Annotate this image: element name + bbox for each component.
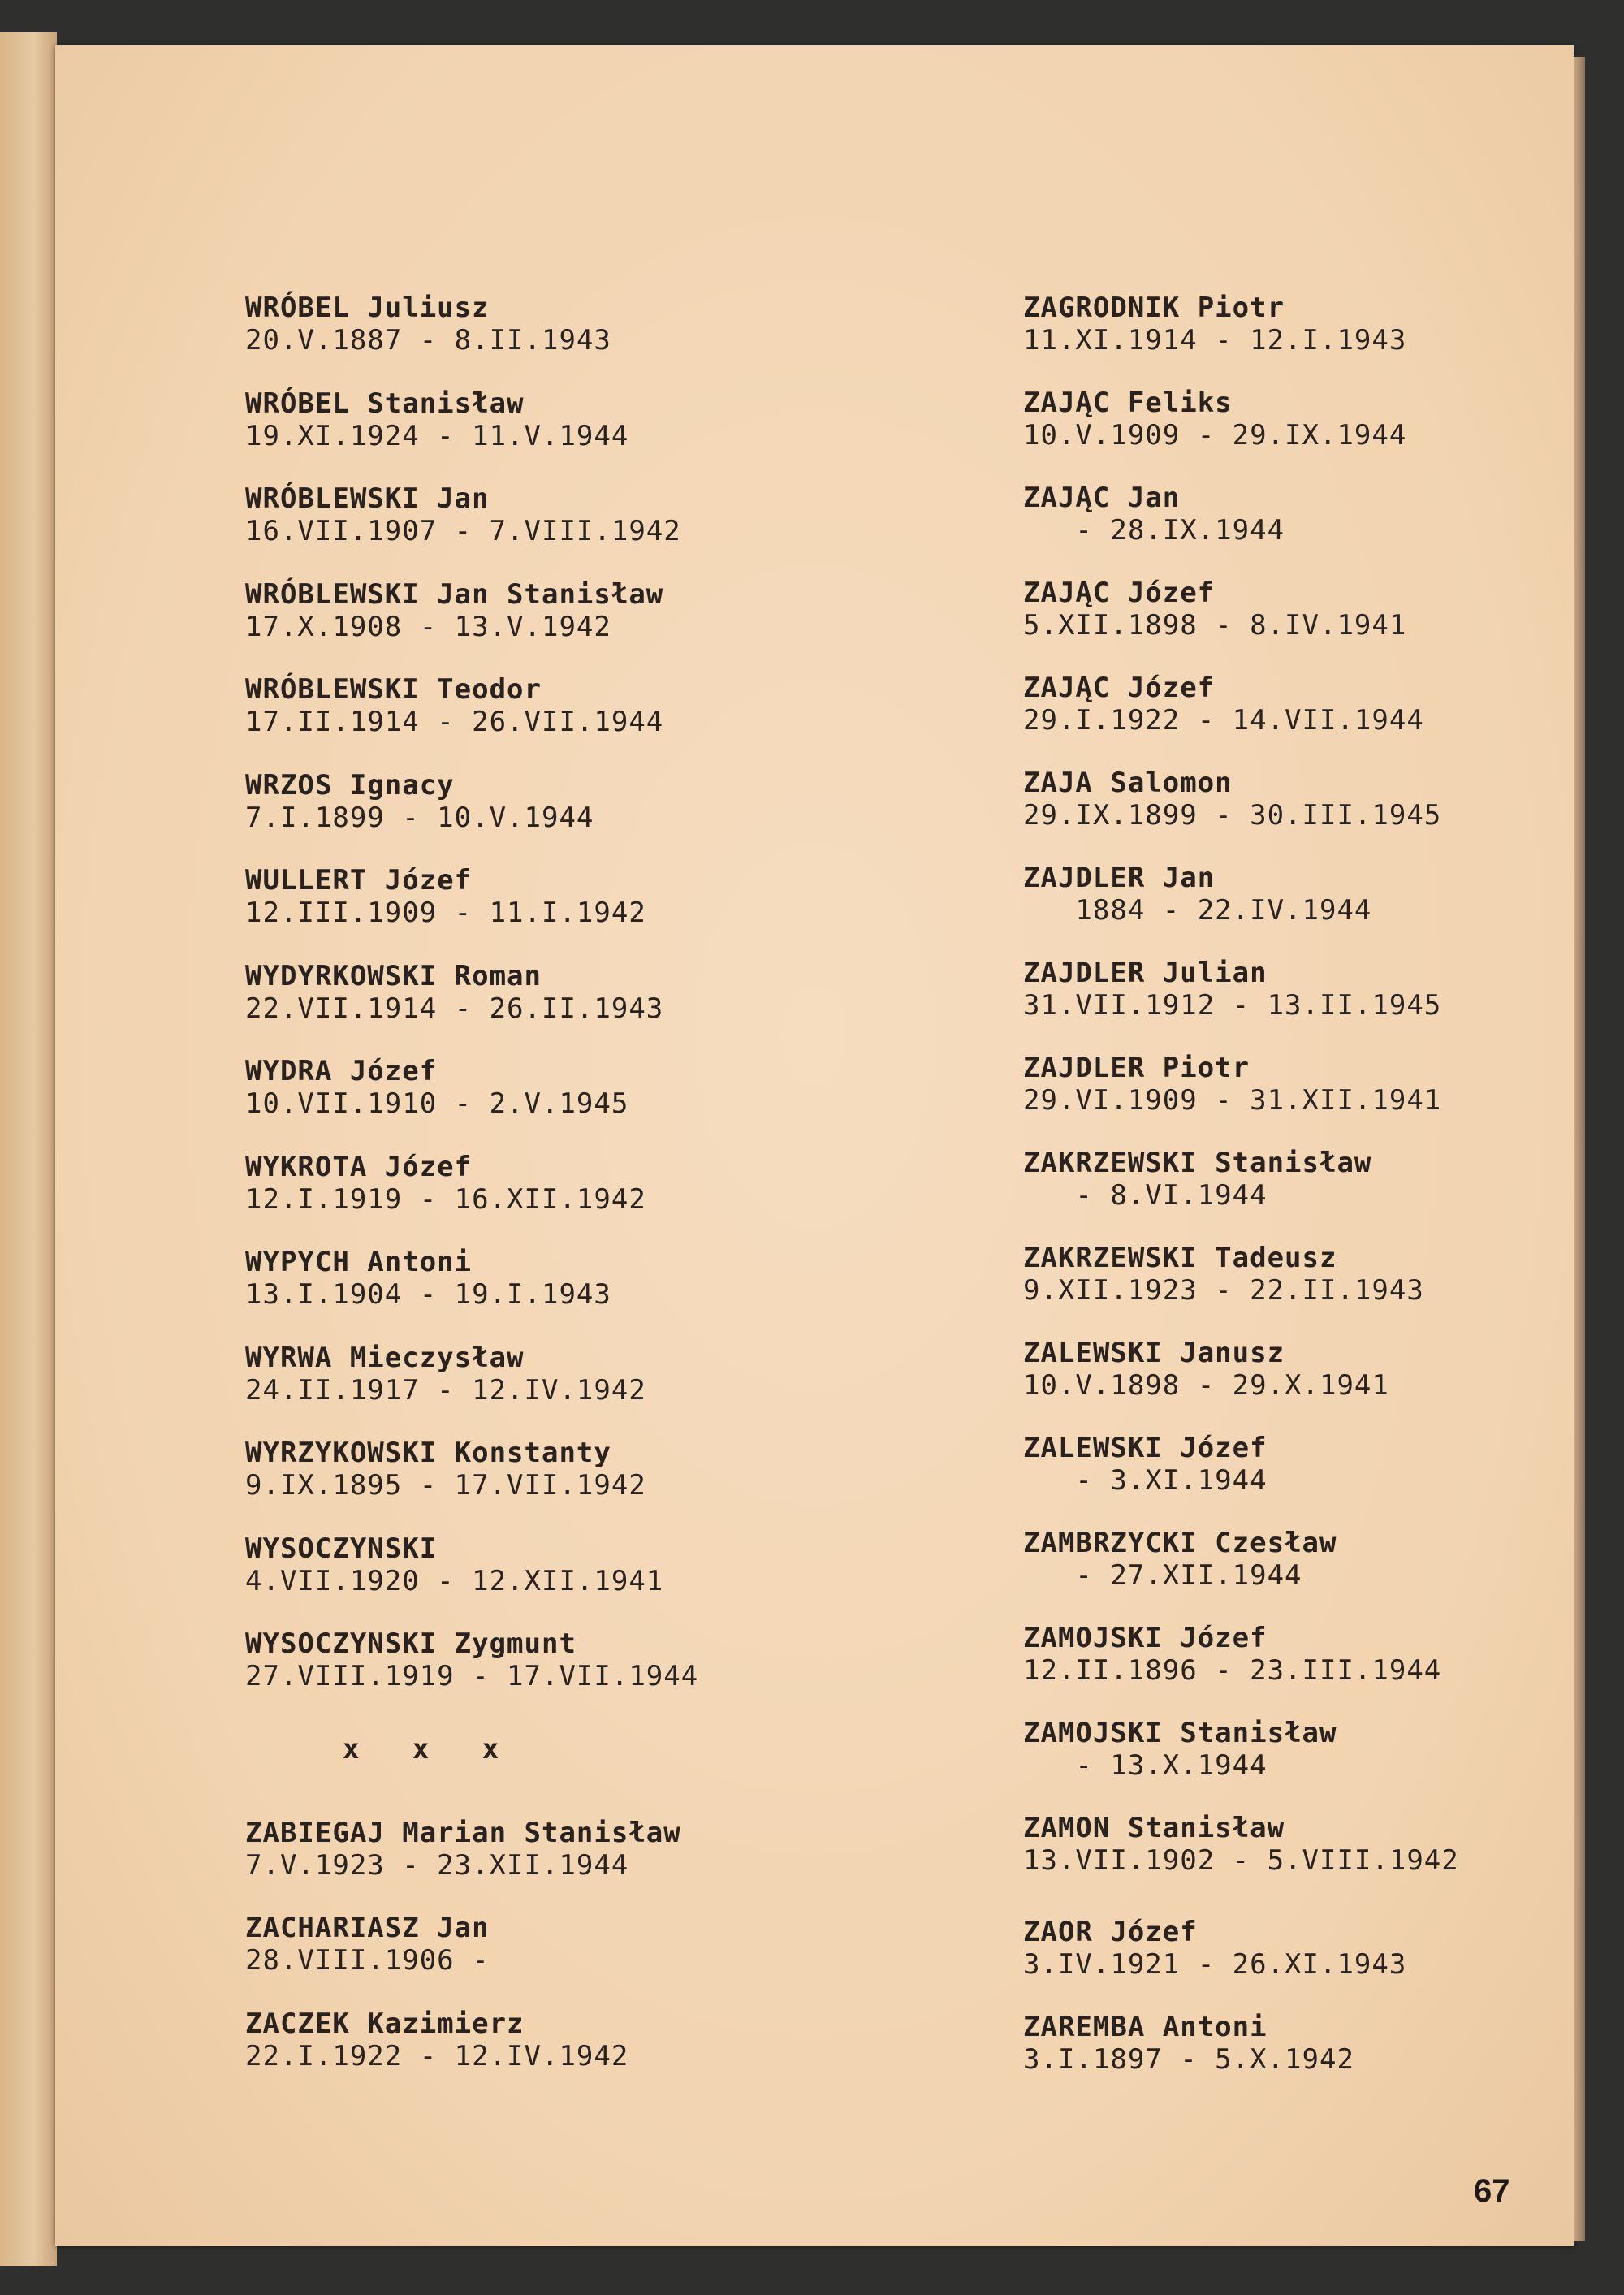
list-item [245,482,681,547]
life-dates: 7.I.1899 - 10.V.1944 [245,801,594,834]
life-dates: 28.VIII.1906 - [245,1944,490,1977]
life-dates: 9.IX.1895 - 17.VII.1942 [245,1469,646,1502]
life-dates: 17.X.1908 - 13.V.1942 [245,610,611,643]
person-name: WRÓBEL Stanisław [245,387,525,420]
list-item [1023,292,1406,357]
person-name: ZAMON Stanisław [1023,1812,1285,1844]
person-name: WYSOCZYNSKI Zygmunt [245,1627,577,1660]
life-dates: 20.V.1887 - 8.II.1943 [245,324,611,357]
person-name: WRÓBLEWSKI Teodor [245,673,542,706]
list-item [245,1437,646,1502]
person-name: WYDYRKOWSKI Roman [245,959,542,992]
person-name: WYRWA Mieczysław [245,1341,525,1374]
person-name: ZAMBRZYCKI Czesław [1023,1527,1337,1559]
person-name: ZAMOJSKI Stanisław [1023,1717,1337,1749]
list-item [245,1342,646,1407]
list-item [245,1912,490,1977]
life-dates: 19.XI.1924 - 11.V.1944 [245,419,629,452]
life-dates: 13.VII.1902 - 5.VIII.1942 [1023,1844,1459,1877]
life-dates: 11.XI.1914 - 12.I.1943 [1023,324,1407,357]
life-dates: - 27.XII.1944 [1023,1559,1302,1592]
list-item [1023,957,1441,1022]
life-dates: 12.I.1919 - 16.XII.1942 [245,1182,646,1216]
person-name: WYRZYKOWSKI Konstanty [245,1437,611,1469]
list-item [1023,1242,1424,1307]
section-separator: x x x [343,1732,500,1766]
page-number: 67 [1474,2173,1510,2209]
person-name: ZAJĄC Feliks [1023,387,1233,419]
life-dates: 7.V.1923 - 23.XII.1944 [245,1848,629,1882]
list-item [1023,1052,1441,1117]
person-name: ZAKRZEWSKI Stanisław [1023,1147,1372,1179]
person-name: WRÓBLEWSKI Jan Stanisław [245,577,664,611]
life-dates: - 13.X.1944 [1023,1749,1268,1782]
life-dates: 29.I.1922 - 14.VII.1944 [1023,704,1424,737]
life-dates: 1884 - 22.IV.1944 [1023,894,1372,927]
person-name: ZAJĄC Józef [1023,672,1216,704]
person-name: WRZOS Ignacy [245,768,455,802]
life-dates: 24.II.1917 - 12.IV.1942 [245,1373,646,1407]
list-item [1023,862,1371,927]
life-dates: 4.VII.1920 - 12.XII.1941 [245,1564,664,1597]
life-dates: - 8.VI.1944 [1023,1179,1268,1212]
list-item [245,1817,681,1882]
life-dates: 16.VII.1907 - 7.VIII.1942 [245,515,681,547]
list-item [245,1151,646,1216]
life-dates: 3.I.1897 - 5.X.1942 [1023,2043,1354,2076]
life-dates: 12.II.1896 - 23.III.1944 [1023,1654,1442,1687]
list-item [1023,1812,1459,1877]
life-dates: 17.II.1914 - 26.VII.1944 [245,706,664,738]
list-item [245,1055,628,1120]
list-item [1023,1337,1389,1402]
list-item [245,578,663,643]
person-name: ZAJA Salomon [1023,767,1233,799]
life-dates: 10.VII.1910 - 2.V.1945 [245,1087,629,1120]
list-item [245,673,663,738]
life-dates: 5.XII.1898 - 8.IV.1941 [1023,609,1407,642]
list-item [1023,672,1424,737]
person-name: ZAGRODNIK Piotr [1023,292,1285,324]
list-item [245,292,611,357]
list-item [1023,1432,1268,1497]
list-item [245,1627,698,1692]
person-name: ZAMOJSKI Józef [1023,1622,1268,1654]
person-name: WRÓBLEWSKI Jan [245,482,490,515]
person-name: WYKROTA Józef [245,1150,473,1183]
life-dates: 27.VIII.1919 - 17.VII.1944 [245,1660,699,1692]
life-dates: 29.IX.1899 - 30.III.1945 [1023,799,1442,832]
life-dates: 29.VI.1909 - 31.XII.1941 [1023,1084,1442,1117]
person-name: ZAREMBA Antoni [1023,2011,1268,2043]
list-item [1023,2011,1354,2076]
list-item [245,1532,663,1597]
page-edge [1574,57,1585,2241]
life-dates: 9.XII.1923 - 22.II.1943 [1023,1274,1424,1307]
life-dates: - 28.IX.1944 [1023,514,1285,547]
person-name: WYPYCH Antoni [245,1246,473,1278]
person-name: WULLERT Józef [245,864,473,897]
person-name: WYSOCZYNSKI [245,1532,438,1565]
list-item [1023,1717,1337,1782]
list-item [245,1246,611,1311]
person-name: ZAKRZEWSKI Tadeusz [1023,1242,1337,1274]
list-item [245,769,594,834]
life-dates: 22.I.1922 - 12.IV.1942 [245,2039,629,2072]
left-column [245,292,911,2241]
person-name: ZAJDLER Jan [1023,862,1216,894]
life-dates: 22.VII.1914 - 26.II.1943 [245,992,664,1025]
life-dates: 3.IV.1921 - 26.XI.1943 [1023,1948,1407,1981]
person-name: ZACHARIASZ Jan [245,1912,490,1944]
person-name: ZACZEK Kazimierz [245,2007,525,2040]
life-dates: 10.V.1909 - 29.IX.1944 [1023,419,1407,452]
person-name: ZABIEGAJ Marian Stanisław [245,1816,681,1849]
list-item [1023,482,1285,547]
life-dates: 12.III.1909 - 11.I.1942 [245,897,646,929]
list-item [1023,577,1406,642]
list-item [1023,1916,1406,1981]
list-item [1023,767,1441,832]
page [55,45,1574,2246]
life-dates: 13.I.1904 - 19.I.1943 [245,1278,611,1311]
person-name: ZALEWSKI Janusz [1023,1337,1285,1369]
list-item [245,2008,628,2072]
list-item [245,960,663,1025]
list-item [1023,1527,1337,1592]
person-name: WYDRA Józef [245,1055,438,1087]
person-name: WRÓBEL Juliusz [245,292,490,324]
person-name: ZAJDLER Julian [1023,957,1268,989]
person-name: ZAOR Józef [1023,1916,1198,1948]
list-item [1023,1622,1441,1687]
list-item [245,387,628,452]
person-name: ZALEWSKI Józef [1023,1432,1268,1464]
life-dates: 10.V.1898 - 29.X.1941 [1023,1369,1389,1402]
list-item [245,864,646,929]
person-name: ZAJĄC Jan [1023,482,1181,514]
right-column [1023,292,1624,2241]
life-dates: - 3.XI.1944 [1023,1464,1268,1497]
previous-page-edge [0,32,57,2266]
list-item [1023,387,1406,452]
life-dates: 31.VII.1912 - 13.II.1945 [1023,989,1442,1022]
person-name: ZAJĄC Józef [1023,577,1216,609]
list-item [1023,1147,1371,1212]
person-name: ZAJDLER Piotr [1023,1052,1250,1084]
